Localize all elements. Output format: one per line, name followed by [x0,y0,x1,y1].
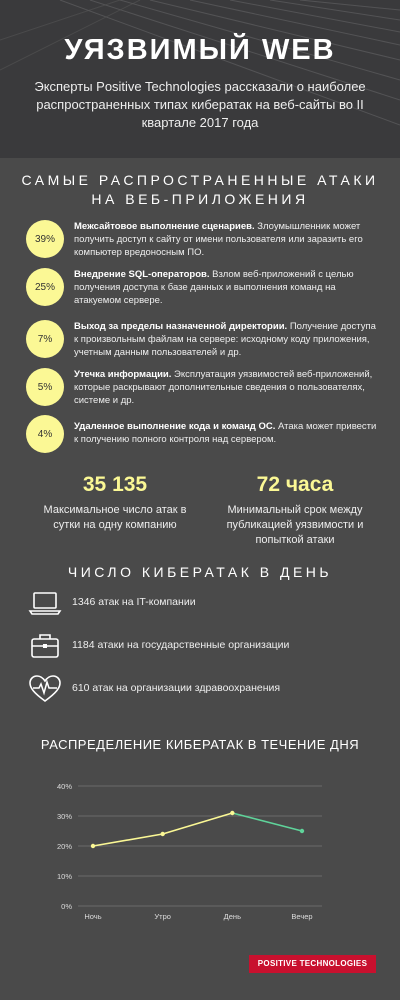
stat-value: 35 135 [82,473,148,496]
stat-max-attacks [40,473,190,533]
list-item [28,674,378,704]
chart-title: РАСПРЕДЕЛЕНИЕ КИБЕРАТАК В ТЕЧЕНИЕ ДНЯ [40,737,360,752]
series-line-segment [93,834,163,846]
y-tick-label: 30% [56,812,72,821]
stat-min-time [220,473,370,548]
data-point [300,829,304,833]
attacks-section-title-line1: САМЫЕ РАСПРОСТРАНЕННЫЕ АТАКИ [21,172,379,188]
stat-value: 72 часа [256,473,334,496]
attack-description [74,268,378,307]
attack-detail: Атака может привести к получению полного контроля над сервером. [74,421,377,445]
attack-detail: Злоумышленник может получить доступ к сайту от имени пользователя или заразить его компьютер вредоносным ПО. [74,221,363,258]
page-subtitle: Эксперты Positive Technologies рассказали о наиболее распространенных типах кибератак на веб-сайты во II квартале 2017 года [34,79,366,130]
attack-detail: Взлом веб-приложений с целью получения доступа к базе данных и выполнения команд на атакуемом сервере. [74,269,354,306]
attack-description [74,320,378,359]
heartbeat-icon [28,674,62,704]
data-point [91,844,95,848]
stat-description: Максимальное число атак в сутки на одну компанию [43,504,187,531]
attack-description [74,368,378,407]
list-item [28,588,378,618]
x-tick-label: Вечер [291,912,313,921]
laptop-icon [28,588,62,618]
x-tick-label: День [223,912,241,921]
list-item [28,631,378,661]
per-day-text: 610 атак на организации здравоохранения [72,682,281,694]
page-title: УЯЗВИМЫЙ WEB [64,34,336,66]
attack-name: Утечка информации. [74,369,172,380]
y-tick-label: 40% [56,782,72,791]
header-banner [0,0,400,158]
x-tick-label: Утро [154,912,171,921]
attack-name: Внедрение SQL-операторов. [74,269,210,280]
percent-badge: 25% [26,268,64,306]
per-day-section-title: ЧИСЛО КИБЕРАТАК В ДЕНЬ [67,564,333,580]
line-chart [0,770,400,930]
percent-badge: 7% [26,320,64,358]
attack-detail: Эксплуатация уязвимостей веб-приложений, которые раскрывают дополнительные сведения о пользователях, системе и др. [74,369,373,406]
percent-badge: 5% [26,368,64,406]
percent-badge: 39% [26,220,64,258]
attacks-section-title-line2: НА ВЕБ-ПРИЛОЖЕНИЯ [91,191,309,207]
attack-detail: Получение доступа к произвольным файлам на сервере: исходному коду приложения, учетным данным пользователей и др. [74,321,376,358]
attack-description [74,420,378,446]
brand-logo: POSITIVE TECHNOLOGIES [249,955,376,973]
y-tick-label: 10% [56,872,72,881]
attack-name: Выход за пределы назначенной директории. [74,321,288,332]
y-tick-label: 0% [61,902,72,911]
attack-description [74,220,378,259]
data-point [230,811,234,815]
attack-name: Межсайтовое выполнение сценариев. [74,221,255,232]
attack-name: Удаленное выполнение кода и команд ОС. [74,421,276,432]
x-tick-label: Ночь [84,912,102,921]
per-day-text: 1184 атаки на государственные организации [72,639,290,651]
per-day-text: 1346 атак на IT-компании [72,596,196,608]
stat-description: Минимальный срок между публикацией уязвимости и попыткой атаки [226,504,364,546]
data-point [160,832,164,836]
y-tick-label: 20% [56,842,72,851]
percent-badge: 4% [26,415,64,453]
briefcase-icon [28,631,62,661]
